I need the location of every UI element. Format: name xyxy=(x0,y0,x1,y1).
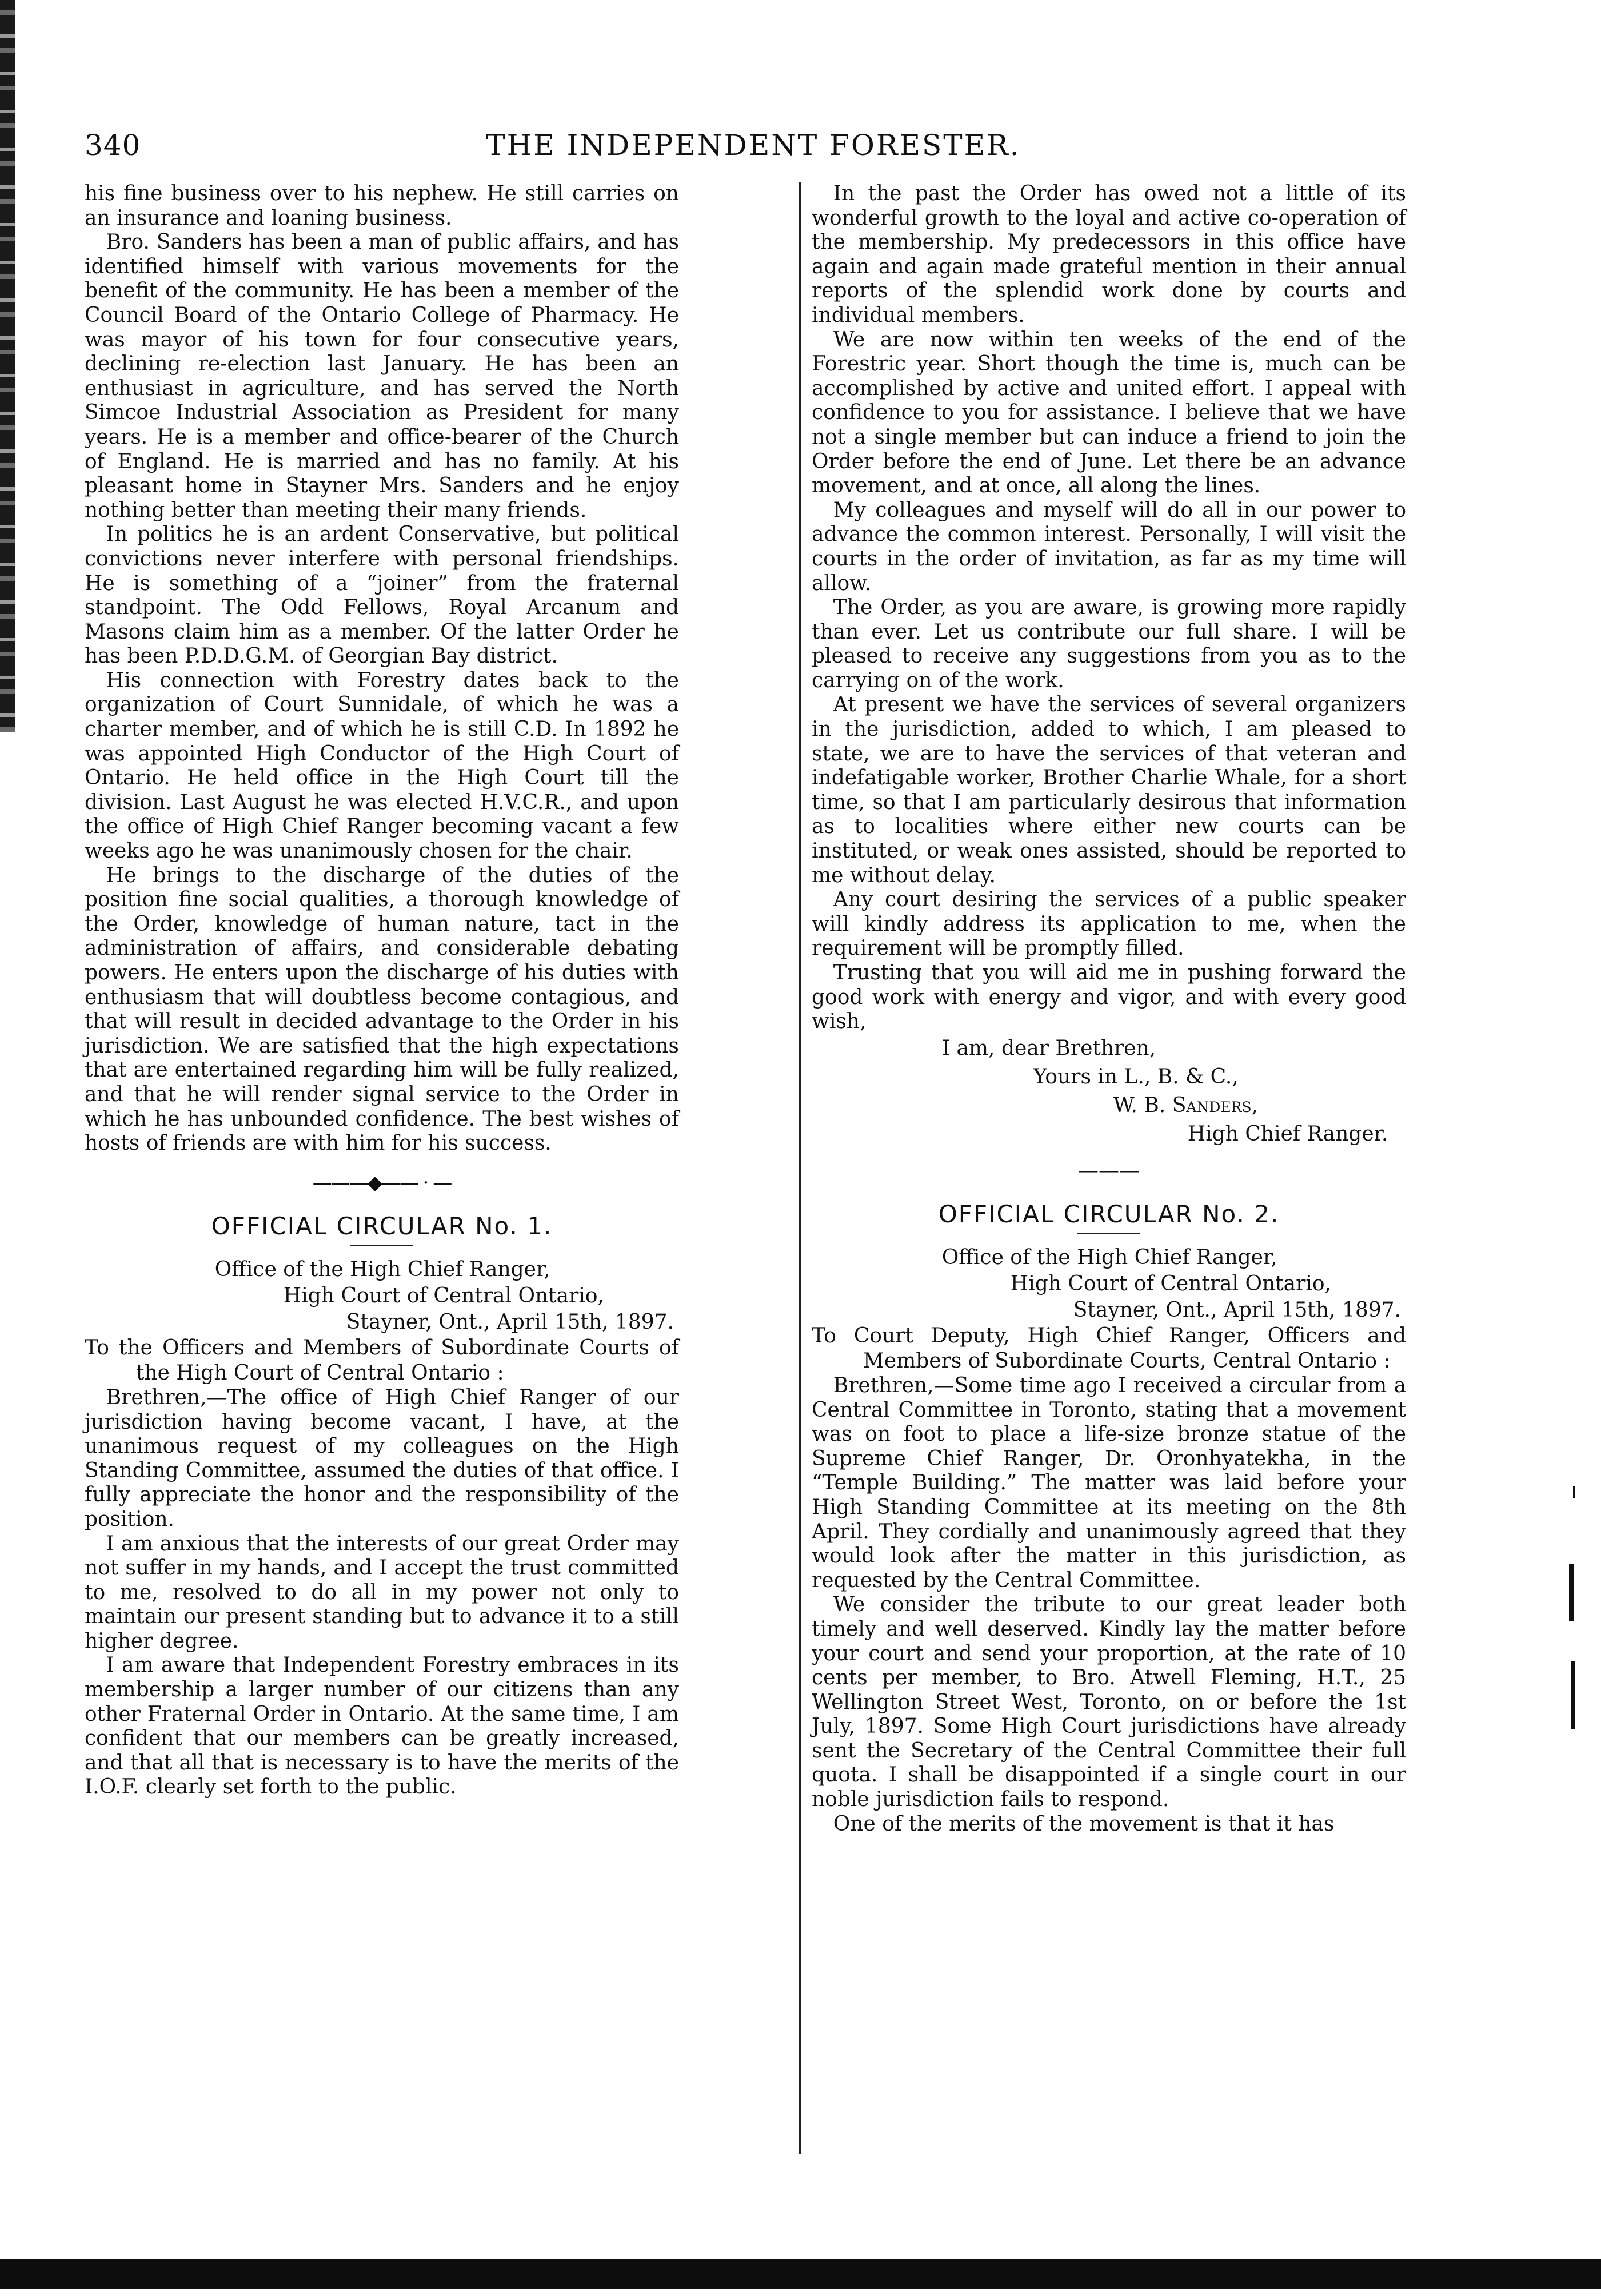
paragraph: The Order, as you are aware, is growing more rapidly than ever. Let us contribute our full share. I will be pleased to receive any suggestions from you as to the carrying on of the work. xyxy=(812,596,1406,692)
circular-2-paragraph: Brethren,—Some time ago I received a circular from a Central Committee in Toronto, stating that a movement was on foot to place a life-size bronze statue of the Supreme Chief Ranger, Dr. Oronhyatekha, in the “Temple Building.” The matter was laid before your High Standing Committee at its meeting on the 8th April. They cordially and unanimously agreed that they would look after the matter in this jurisdiction, as requested by the Central Committee. xyxy=(812,1373,1406,1592)
paragraph: his fine business over to his nephew. He still carries on an insurance and loaning business. xyxy=(85,182,679,230)
circular-2-salutation: To Court Deputy, High Chief Ranger, Officers and Members of Subordinate Courts, Central Ontario : xyxy=(812,1324,1406,1373)
circular-1-paragraph: I am anxious that the interests of our great Order may not suffer in my hands, and I accept the trust committed to me, resolved to do all in my power not only to maintain our present standing but to advance it to a still higher degree. xyxy=(85,1532,679,1653)
margin-mark xyxy=(1573,1486,1575,1498)
running-title: THE INDEPENDENT FORESTER. xyxy=(486,129,1021,162)
column-divider xyxy=(799,182,801,2154)
paragraph: His connection with Forestry dates back to the organization of Court Sunnidale, of which he was a charter member, and of which he is still C.D. In 1892 he was appointed High Conductor of the High Court of Ontario. He held office in the High Court till the division. Last August he was elected H.V.C.R., and upon the office of High Chief Ranger becoming vacant a few weeks ago he was unanimously chosen for the chair. xyxy=(85,668,679,863)
page-header xyxy=(85,129,1422,180)
paragraph: Bro. Sanders has been a man of public affairs, and has identified himself with various movements for the benefit of the community. He has been a member of the Council Board of the Ontario College of Pharmacy. He was mayor of his town for four consecutive years, declining re-election last January. He has been an enthusiast in agriculture, and has served the North Simcoe Industrial Association as President for many years. He is a member and office-bearer of the Church of England. He is married and has no family. At his pleasant home in Stayner Mrs. Sanders and he enjoy nothing better than meeting their many friends. xyxy=(85,230,679,522)
circular-2-address-line: Office of the High Chief Ranger, xyxy=(941,1245,1277,1269)
page-number: 340 xyxy=(85,129,141,162)
circular-2-paragraph: One of the merits of the movement is that it has xyxy=(833,1812,1335,1836)
circular-2-title: OFFICIAL CIRCULAR No. 2. xyxy=(938,1200,1280,1229)
paragraph: Trusting that you will aid me in pushing forward the good work with energy and vigor, and with every good wish, xyxy=(812,961,1406,1034)
paragraph: At present we have the services of several organizers in the jurisdiction, added to which, I am pleased to state, we are to have the services of that veteran and indefatigable worker, Brother Charlie Whale, for a short time, so that I am particularly desirous that information as to localities where either new courts can be instituted, or weak ones assisted, should be reported to me without delay. xyxy=(812,693,1406,887)
signer-name: W. B. Sanders, xyxy=(1113,1093,1259,1117)
closing-line: I am, dear Brethren, xyxy=(941,1036,1156,1060)
paragraph: Any court desiring the services of a public speaker will kindly address its application to me, when the requirement will be promptly filled. xyxy=(812,888,1406,960)
circular-1-title: OFFICIAL CIRCULAR No. 1. xyxy=(211,1212,553,1241)
paragraph: My colleagues and myself will do all in our power to advance the common interest. Personally, I will visit the courts in the order of invitation, as far as my time will allow. xyxy=(812,498,1406,595)
circular-1-address-line: Stayner, Ont., April 15th, 1897. xyxy=(346,1310,674,1334)
title-underline xyxy=(350,1245,413,1246)
closing-line: Yours in L., B. & C., xyxy=(1033,1065,1239,1089)
title-underline xyxy=(1077,1233,1140,1234)
circular-1-paragraph: Brethren,—The office of High Chief Ranger of our jurisdiction having become vacant, I have, at the unanimous request of my colleagues on the High Standing Committee, assumed the duties of that office. I fully appreciate the honor and the responsibility of the position. xyxy=(85,1385,679,1531)
scan-edge-mark xyxy=(0,0,15,732)
margin-mark xyxy=(1571,1661,1575,1729)
margin-mark xyxy=(1569,1564,1574,1621)
circular-2-address-line: Stayner, Ont., April 15th, 1897. xyxy=(1073,1298,1401,1322)
paragraph: In the past the Order has owed not a little of its wonderful growth to the loyal and active co-operation of the membership. My predecessors in this office have again and again made grateful mention in their annual reports of the splendid work done by courts and individual members. xyxy=(812,182,1406,327)
right-column xyxy=(812,182,1406,1836)
circular-1-salutation: To the Officers and Members of Subordinate Courts of the High Court of Central Ontario : xyxy=(85,1336,679,1385)
paragraph: He brings to the discharge of the duties of the position fine social qualities, a thorough knowledge of the Order, knowledge of human nature, tact in the administration of affairs, and considerable debating powers. He enters upon the discharge of his duties with enthusiasm that will doubtless become contagious, and that will result in decided advantage to the Order in his jurisdiction. We are satisfied that the high expectations that are entertained regarding him will be fully realized, and that he will render signal service to the Order in which he has unbounded confidence. The best wishes of hosts of friends are with him for his success. xyxy=(85,863,679,1155)
scan-bottom-bar xyxy=(0,2259,1601,2289)
circular-2-address-line: High Court of Central Ontario, xyxy=(1010,1271,1331,1296)
circular-1-address-line: Office of the High Chief Ranger, xyxy=(214,1257,550,1281)
signer-title: High Chief Ranger. xyxy=(1187,1122,1388,1146)
paragraph: In politics he is an ardent Conservative, but political convictions never interfere with personal friendships. He is something of a “joiner” from the fraternal standpoint. The Odd Fellows, Royal Arcanum and Masons claim him as a member. Of the latter Order he has been P.D.D.G.M. of Georgian Bay district. xyxy=(85,523,679,668)
paragraph: We are now within ten weeks of the end of the Forestric year. Short though the time is, much can be accomplished by active and united effort. I appeal with confidence to you for assistance. I believe that we have not a single member but can induce a friend to join the Order before the end of June. Let there be an advance movement, and at once, all along the lines. xyxy=(812,328,1406,498)
left-column xyxy=(85,182,679,1800)
section-divider: ——— xyxy=(1078,1158,1140,1182)
circular-1-paragraph: I am aware that Independent Forestry embraces in its membership a larger number of our citizens than any other Fraternal Order in Ontario. At the same time, I am confident that our members can be greatly increased, and that all that is necessary is to have the merits of the I.O.F. clearly set forth to the public. xyxy=(85,1653,679,1799)
circular-2-paragraph: We consider the tribute to our great leader both timely and well deserved. Kindly lay the matter before your court and send your proportion, at the rate of 10 cents per member, to Bro. Atwell Fleming, H.T., 25 Wellington Street West, Toronto, on or before the 1st July, 1897. Some High Court jurisdictions have already sent the Secretary of the Central Committee their full quota. I shall be disappointed if a single court in our noble jurisdiction fails to respond. xyxy=(812,1593,1406,1812)
section-ornament: ———◆—— · — xyxy=(312,1171,452,1194)
circular-1-address-line: High Court of Central Ontario, xyxy=(283,1283,604,1308)
